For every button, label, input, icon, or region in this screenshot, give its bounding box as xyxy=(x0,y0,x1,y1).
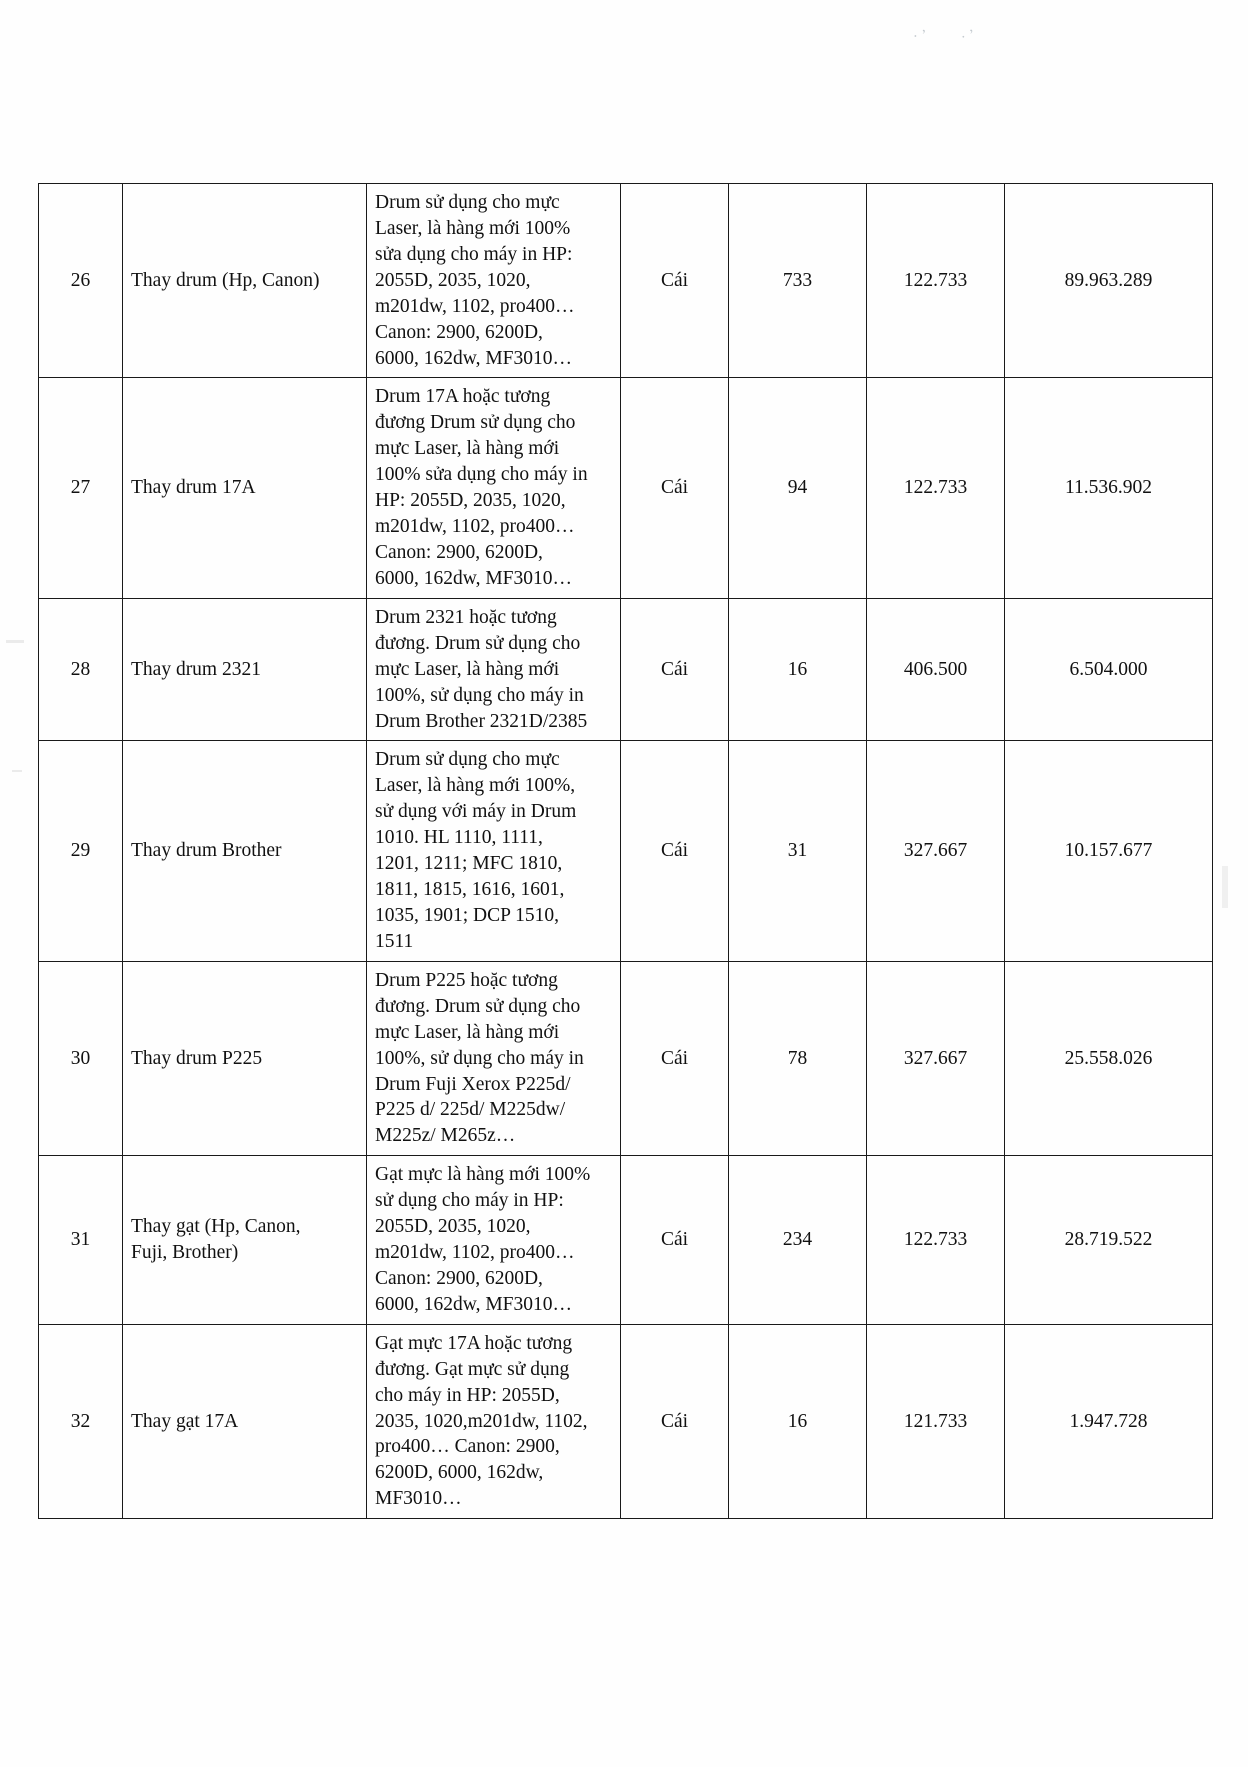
description-line: 2055D, 2035, 1020, xyxy=(375,269,531,291)
row-description-cell xyxy=(367,741,621,961)
table-row xyxy=(39,184,1213,378)
row-index-cell: 28 xyxy=(39,598,123,741)
description-line: Laser, là hàng mới 100% xyxy=(375,217,571,239)
row-name-cell xyxy=(123,1156,367,1325)
row-quantity-cell: 234 xyxy=(729,1156,867,1325)
row-index-cell: 26 xyxy=(39,184,123,378)
description-line: 6000, 162dw, MF3010… xyxy=(375,1293,572,1315)
row-total-cell: 10.157.677 xyxy=(1005,741,1213,961)
description-line: sử dụng cho máy in HP: xyxy=(375,1190,564,1212)
row-index-cell: 27 xyxy=(39,378,123,598)
table-body xyxy=(39,184,1213,1519)
description-line: mực Laser, là hàng mới xyxy=(375,1021,560,1043)
row-unit-price-cell: 327.667 xyxy=(867,741,1005,961)
description-line: 2035, 1020,m201dw, 1102, xyxy=(375,1410,588,1432)
row-index-cell: 30 xyxy=(39,961,123,1155)
row-total-cell: 11.536.902 xyxy=(1005,378,1213,598)
scanner-artifact-marks xyxy=(913,28,1033,58)
description-line: mực Laser, là hàng mới xyxy=(375,658,560,680)
row-description-cell xyxy=(367,598,621,741)
table-row xyxy=(39,598,1213,741)
description-line: sử dụng với máy in Drum xyxy=(375,801,577,823)
table-row xyxy=(39,1324,1213,1518)
description-line: Drum Brother 2321D/2385 xyxy=(375,710,588,732)
description-line: đương. Gạt mực sử dụng xyxy=(375,1358,570,1380)
row-name-cell xyxy=(123,1324,367,1518)
name-line: Thay drum 2321 xyxy=(131,658,261,680)
table-row xyxy=(39,961,1213,1155)
name-line: Thay gạt (Hp, Canon, xyxy=(131,1216,301,1238)
row-unit-price-cell: 122.733 xyxy=(867,1156,1005,1325)
row-description-cell xyxy=(367,378,621,598)
description-line: 6000, 162dw, MF3010… xyxy=(375,567,572,589)
description-line: 6200D, 6000, 162dw, xyxy=(375,1462,544,1484)
description-line: 2055D, 2035, 1020, xyxy=(375,1216,531,1238)
description-line: Drum sử dụng cho mực xyxy=(375,192,560,213)
description-line: sửa dụng cho máy in HP: xyxy=(375,243,573,265)
description-line: đương. Drum sử dụng cho xyxy=(375,995,581,1017)
description-line: 1201, 1211; MFC 1810, xyxy=(375,853,563,875)
description-line: MF3010… xyxy=(375,1488,462,1510)
row-unit-cell: Cái xyxy=(621,741,729,961)
row-quantity-cell: 31 xyxy=(729,741,867,961)
name-line: Thay drum (Hp, Canon) xyxy=(131,269,320,291)
table-row xyxy=(39,378,1213,598)
scan-mark-2: ·ʼ xyxy=(958,26,981,46)
row-unit-price-cell: 406.500 xyxy=(867,598,1005,741)
description-line: 1035, 1901; DCP 1510, xyxy=(375,904,560,926)
description-line: Drum sử dụng cho mực xyxy=(375,749,560,771)
row-description-cell xyxy=(367,184,621,378)
row-total-cell: 25.558.026 xyxy=(1005,961,1213,1155)
description-line: đương Drum sử dụng cho xyxy=(375,412,576,434)
row-total-cell: 6.504.000 xyxy=(1005,598,1213,741)
row-total-cell: 89.963.289 xyxy=(1005,184,1213,378)
name-line: Thay drum 17A xyxy=(131,477,256,499)
description-line: 1811, 1815, 1616, 1601, xyxy=(375,879,565,901)
row-description-cell xyxy=(367,961,621,1155)
row-total-cell: 1.947.728 xyxy=(1005,1324,1213,1518)
row-description-cell xyxy=(367,1156,621,1325)
scan-mark-1: ·ʼ xyxy=(911,26,932,46)
table-row xyxy=(39,1156,1213,1325)
row-unit-cell: Cái xyxy=(621,184,729,378)
description-line: 100%, sử dụng cho máy in xyxy=(375,1047,584,1069)
row-unit-price-cell: 122.733 xyxy=(867,184,1005,378)
row-name-cell xyxy=(123,741,367,961)
description-line: Gạt mực là hàng mới 100% xyxy=(375,1164,591,1186)
description-line: Drum 17A hoặc tương xyxy=(375,386,551,408)
description-line: 1511 xyxy=(375,930,414,952)
name-line: Thay gạt 17A xyxy=(131,1410,239,1432)
row-index-cell: 31 xyxy=(39,1156,123,1325)
row-unit-price-cell: 121.733 xyxy=(867,1324,1005,1518)
description-line: Gạt mực 17A hoặc tương xyxy=(375,1332,573,1354)
row-quantity-cell: 78 xyxy=(729,961,867,1155)
row-name-cell xyxy=(123,184,367,378)
description-line: Laser, là hàng mới 100%, xyxy=(375,775,576,797)
row-total-cell: 28.719.522 xyxy=(1005,1156,1213,1325)
row-quantity-cell: 94 xyxy=(729,378,867,598)
description-line: Drum P225 hoặc tương xyxy=(375,969,558,991)
row-quantity-cell: 733 xyxy=(729,184,867,378)
row-unit-cell: Cái xyxy=(621,961,729,1155)
row-unit-cell: Cái xyxy=(621,1324,729,1518)
description-line: Canon: 2900, 6200D, xyxy=(375,541,543,563)
description-line: 100% sửa dụng cho máy in xyxy=(375,464,588,486)
description-line: pro400… Canon: 2900, xyxy=(375,1436,560,1458)
description-line: mực Laser, là hàng mới xyxy=(375,438,560,460)
page-smudge-left-upper xyxy=(6,640,24,643)
description-line: Drum Fuji Xerox P225d/ xyxy=(375,1073,571,1095)
name-line: Thay drum Brother xyxy=(131,840,282,862)
description-line: Canon: 2900, 6200D, xyxy=(375,321,543,343)
page-smudge-left-lower xyxy=(12,770,22,772)
row-quantity-cell: 16 xyxy=(729,1324,867,1518)
description-line: cho máy in HP: 2055D, xyxy=(375,1384,560,1406)
description-line: m201dw, 1102, pro400… xyxy=(375,1242,575,1264)
row-name-cell xyxy=(123,378,367,598)
row-unit-cell: Cái xyxy=(621,598,729,741)
description-line: 1010. HL 1110, 1111, xyxy=(375,827,543,849)
row-quantity-cell: 16 xyxy=(729,598,867,741)
row-index-cell: 32 xyxy=(39,1324,123,1518)
row-unit-cell: Cái xyxy=(621,1156,729,1325)
table-row xyxy=(39,741,1213,961)
row-description-cell xyxy=(367,1324,621,1518)
row-name-cell xyxy=(123,598,367,741)
description-line: Canon: 2900, 6200D, xyxy=(375,1267,543,1289)
name-line: Fuji, Brother) xyxy=(131,1242,239,1264)
description-line: M225z/ M265z… xyxy=(375,1125,516,1147)
row-unit-price-cell: 327.667 xyxy=(867,961,1005,1155)
description-line: HP: 2055D, 2035, 1020, xyxy=(375,490,566,512)
row-unit-price-cell: 122.733 xyxy=(867,378,1005,598)
price-list-table xyxy=(38,183,1213,1519)
page-smudge-right xyxy=(1222,866,1228,908)
description-line: 6000, 162dw, MF3010… xyxy=(375,347,572,369)
description-line: m201dw, 1102, pro400… xyxy=(375,295,575,317)
description-line: đương. Drum sử dụng cho xyxy=(375,632,581,654)
description-line: 100%, sử dụng cho máy in xyxy=(375,684,584,706)
description-line: Drum 2321 hoặc tương xyxy=(375,606,557,628)
row-unit-cell: Cái xyxy=(621,378,729,598)
description-line: m201dw, 1102, pro400… xyxy=(375,516,575,538)
row-name-cell xyxy=(123,961,367,1155)
description-line: P225 d/ 225d/ M225dw/ xyxy=(375,1099,566,1121)
name-line: Thay drum P225 xyxy=(131,1047,263,1069)
row-index-cell: 29 xyxy=(39,741,123,961)
